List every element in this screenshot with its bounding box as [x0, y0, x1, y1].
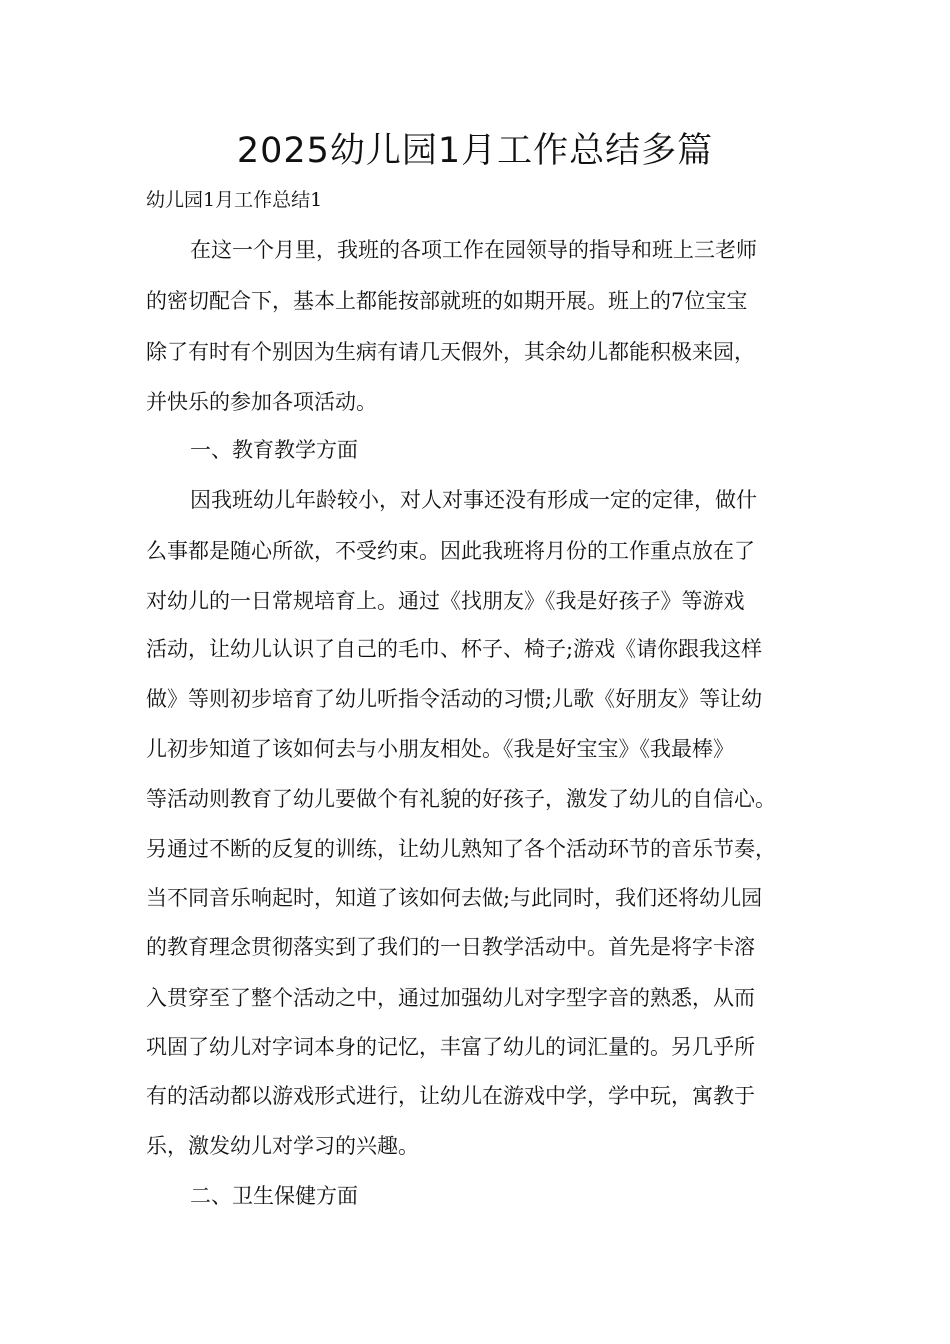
document-title: 2025幼儿园1月工作总结多篇 — [236, 131, 714, 171]
paragraph-line: 另通过不断的反复的训练，让幼儿熟知了各个活动环节的音乐节奏， — [146, 837, 776, 861]
paragraph-line: 有的活动都以游戏形式进行，让幼儿在游戏中学，学中玩，寓教于 — [146, 1084, 755, 1108]
paragraph-line: 的教育理念贯彻落实到了我们的一日教学活动中。首先是将字卡溶 — [146, 935, 755, 959]
paragraph-line: 除了有时有个别因为生病有请几天假外，其余幼儿都能积极来园， — [146, 340, 755, 364]
paragraph-line: 对幼儿的一日常规培育上。通过《找朋友》《我是好孩子》等游戏 — [146, 589, 745, 613]
paragraph-line: 做》等则初步培育了幼儿听指令活动的习惯;儿歌《好朋友》等让幼 — [146, 687, 763, 711]
paragraph-line: 巩固了幼儿对字词本身的记忆，丰富了幼儿的词汇量的。另几乎所 — [146, 1035, 755, 1059]
section-heading: 二、卫生保健方面 — [190, 1184, 358, 1208]
paragraph-line: 入贯穿至了整个活动之中，通过加强幼儿对字型字音的熟悉，从而 — [146, 986, 755, 1010]
paragraph-line: 在这一个月里，我班的各项工作在园领导的指导和班上三老师 — [190, 238, 757, 262]
paragraph-line: 等活动则教育了幼儿要做个有礼貌的好孩子，激发了幼儿的自信心。 — [146, 787, 776, 811]
section-heading: 一、教育教学方面 — [190, 438, 358, 462]
paragraph-line: 儿初步知道了该如何去与小朋友相处。《我是好宝宝》《我最棒》 — [146, 737, 734, 761]
paragraph-line: 当不同音乐响起时，知道了该如何去做;与此同时，我们还将幼儿园 — [146, 886, 763, 910]
paragraph-line: 活动，让幼儿认识了自己的毛巾、杯子、椅子;游戏《请你跟我这样 — [146, 637, 763, 661]
section-subtitle: 幼儿园1月工作总结1 — [146, 189, 323, 211]
paragraph-line: 并快乐的参加各项活动。 — [146, 390, 377, 414]
paragraph-line: 的密切配合下，基本上都能按部就班的如期开展。班上的7位宝宝 — [146, 289, 748, 313]
paragraph-line: 么事都是随心所欲，不受约束。因此我班将月份的工作重点放在了 — [146, 539, 755, 563]
paragraph-line: 乐，激发幼儿对学习的兴趣。 — [146, 1134, 419, 1158]
paragraph-line: 因我班幼儿年龄较小，对人对事还没有形成一定的定律，做什 — [190, 488, 757, 512]
